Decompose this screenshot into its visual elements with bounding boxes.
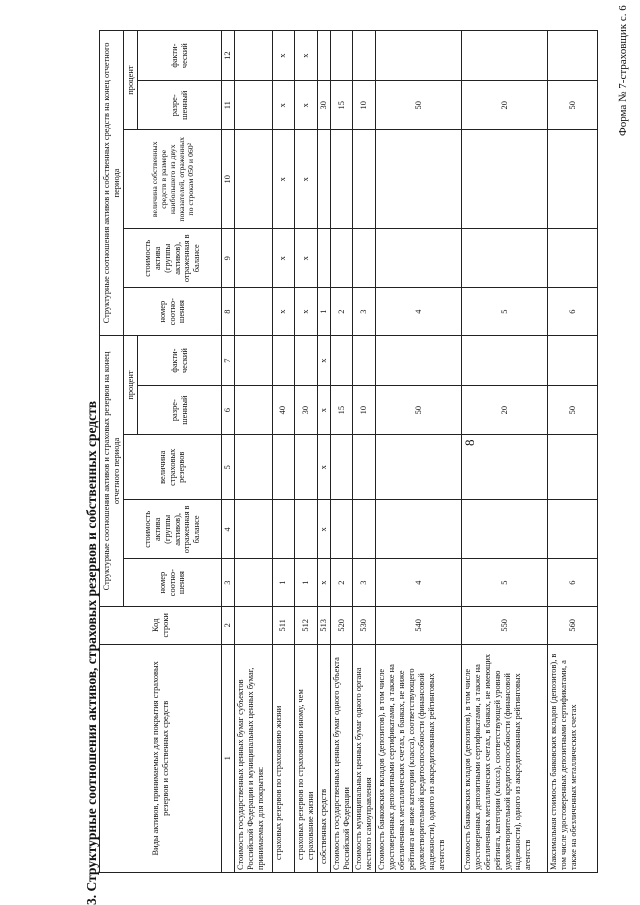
structural-ratios-table xyxy=(99,30,598,873)
index-cell: 9 xyxy=(222,229,235,288)
row-cell-c8: 5 xyxy=(462,288,548,336)
index-cell: 2 xyxy=(222,607,235,645)
header-asset-type: Виды активов, принимаемых для покрытия страховых резервов и собственных средств xyxy=(100,644,222,872)
row-code: 511 xyxy=(272,607,294,645)
row-cell-c3: 3 xyxy=(353,559,376,607)
row-cell-c8: 4 xyxy=(376,288,462,336)
row-cell-c7 xyxy=(462,335,548,385)
header-row-code: Код строки xyxy=(100,607,222,645)
header-ratio-number-own: номер соотно-шения xyxy=(124,288,222,336)
row-asset-name: Стоимость банковских вкладов (депозитов), в том числе удостоверенных депозитными сертификатами, а также на обезличенных металлических счетах, в банках, не имеющих рейтинга, категории (класса), соответствующей уровню удовлетворительной кредитоспособности (финансовой надежности), одного из аккредитованных рейтинговых агентств xyxy=(462,644,548,872)
row-cell-c11: x xyxy=(272,81,294,130)
index-cell: 12 xyxy=(222,31,235,81)
table-row xyxy=(317,31,330,873)
index-cell: 3 xyxy=(222,559,235,607)
row-cell-c6: 50 xyxy=(376,386,462,435)
row-cell-c8: 6 xyxy=(548,288,598,336)
header-actual-own: факти-ческий xyxy=(138,31,222,81)
row-cell-c10 xyxy=(376,130,462,229)
table-row xyxy=(272,31,294,873)
row-cell-c11: 15 xyxy=(330,81,353,130)
index-cell: 4 xyxy=(222,500,235,559)
row-cell-c9 xyxy=(234,229,272,288)
header-own-funds-value: величина собственных средств в размере наибольшего из двух показателей, отраженных по строкам 050 и 060² xyxy=(124,130,222,229)
row-cell-c5 xyxy=(353,435,376,500)
row-cell-c10 xyxy=(330,130,353,229)
row-cell-c4 xyxy=(462,500,548,559)
row-cell-c10: x xyxy=(272,130,294,229)
row-code: 540 xyxy=(376,607,462,645)
row-cell-c4 xyxy=(272,500,294,559)
row-asset-name: страховых резервов по страхованию иному, чем страхование жизни xyxy=(294,644,317,872)
row-cell-c9 xyxy=(462,229,548,288)
row-code: 512 xyxy=(294,607,317,645)
row-cell-c11: 30 xyxy=(317,81,330,130)
row-code xyxy=(234,607,272,645)
row-cell-c11 xyxy=(234,81,272,130)
row-cell-c12 xyxy=(317,31,330,81)
row-code: 520 xyxy=(330,607,353,645)
row-cell-c11: 50 xyxy=(548,81,598,130)
row-cell-c6: 30 xyxy=(294,386,317,435)
row-cell-c8 xyxy=(234,288,272,336)
row-code: 550 xyxy=(462,607,548,645)
table-row xyxy=(330,31,353,873)
index-cell: 6 xyxy=(222,386,235,435)
row-cell-c8: x xyxy=(294,288,317,336)
row-cell-c3: x xyxy=(317,559,330,607)
row-cell-c7 xyxy=(294,335,317,385)
table-row xyxy=(548,31,598,873)
page-number: 8 xyxy=(462,439,477,446)
row-cell-c3: 4 xyxy=(376,559,462,607)
table-body xyxy=(234,31,597,873)
index-cell: 8 xyxy=(222,288,235,336)
row-cell-c7 xyxy=(548,335,598,385)
row-cell-c5 xyxy=(462,435,548,500)
row-cell-c8: 1 xyxy=(317,288,330,336)
index-cell: 1 xyxy=(222,644,235,872)
row-cell-c12 xyxy=(462,31,548,81)
row-cell-c6: 15 xyxy=(330,386,353,435)
section-title: 3. Структурные соотношения активов, страховых резервов и собственных средств xyxy=(84,401,99,905)
row-cell-c7: x xyxy=(317,335,330,385)
row-cell-c9: x xyxy=(272,229,294,288)
table-header xyxy=(100,31,235,873)
header-group-reserves: Структурные соотношения активов и страховых резервов на конец отчетного периода xyxy=(100,335,124,606)
row-asset-name: страховых резервов по страхованию жизни xyxy=(272,644,294,872)
index-cell: 11 xyxy=(222,81,235,130)
row-cell-c3 xyxy=(234,559,272,607)
header-allowed-own: разре-шенный xyxy=(138,81,222,130)
row-cell-c3: 2 xyxy=(330,559,353,607)
row-cell-c10 xyxy=(234,130,272,229)
row-cell-c12 xyxy=(353,31,376,81)
row-cell-c3: 6 xyxy=(548,559,598,607)
header-asset-value: стоимость актива (группы активов), отраженная в балансе xyxy=(124,500,222,559)
row-asset-name: Стоимость государственных ценных бумаг субъектов Российской Федерации и муниципальных ценных бумаг, принимаемых для покрытия: xyxy=(234,644,272,872)
row-cell-c12 xyxy=(234,31,272,81)
row-cell-c7 xyxy=(330,335,353,385)
row-cell-c10 xyxy=(317,130,330,229)
header-percent-own: процент xyxy=(124,31,138,130)
row-code: 560 xyxy=(548,607,598,645)
table-row xyxy=(294,31,317,873)
row-cell-c4 xyxy=(330,500,353,559)
row-cell-c12: x xyxy=(272,31,294,81)
row-cell-c8: 2 xyxy=(330,288,353,336)
index-cell: 5 xyxy=(222,435,235,500)
row-cell-c4 xyxy=(376,500,462,559)
row-cell-c4 xyxy=(234,500,272,559)
row-code: 530 xyxy=(353,607,376,645)
row-cell-c11: x xyxy=(294,81,317,130)
row-cell-c7 xyxy=(353,335,376,385)
row-cell-c6: 50 xyxy=(548,386,598,435)
row-cell-c6 xyxy=(234,386,272,435)
row-cell-c10 xyxy=(548,130,598,229)
row-cell-c6: 10 xyxy=(353,386,376,435)
row-cell-c5: x xyxy=(317,435,330,500)
row-cell-c5 xyxy=(272,435,294,500)
row-cell-c9 xyxy=(376,229,462,288)
row-cell-c3: 1 xyxy=(272,559,294,607)
row-cell-c11: 50 xyxy=(376,81,462,130)
header-ratio-number: номер соотно-шения xyxy=(124,559,222,607)
row-cell-c5 xyxy=(294,435,317,500)
header-percent: процент xyxy=(124,335,138,434)
row-cell-c11: 20 xyxy=(462,81,548,130)
row-asset-name: собственных средств xyxy=(317,644,330,872)
row-cell-c9 xyxy=(317,229,330,288)
row-cell-c6: x xyxy=(317,386,330,435)
row-asset-name: Стоимость банковских вкладов (депозитов), в том числе удостоверенных депозитными сертификатами, а также на обезличенных металлических счетах, в банках, не ниже рейтинга не ниже категории (класса), соответствующего удовлетворительной кредитоспособности (финансовой надежности), одного из аккредитованных рейтинговых агентств xyxy=(376,644,462,872)
row-cell-c5 xyxy=(376,435,462,500)
row-cell-c5 xyxy=(234,435,272,500)
row-cell-c6: 40 xyxy=(272,386,294,435)
row-asset-name: Стоимость муниципальных ценных бумаг одного органа местного самоуправления xyxy=(353,644,376,872)
row-cell-c5 xyxy=(330,435,353,500)
header-asset-value-own: стоимость актива (группы активов), отраженная в балансе xyxy=(124,229,222,288)
row-cell-c3: 5 xyxy=(462,559,548,607)
table-row xyxy=(462,31,548,873)
header-group-own-funds: Структурные соотношения активов и собственных средств на конец отчетного периода xyxy=(100,31,124,336)
row-cell-c7 xyxy=(272,335,294,385)
row-asset-name: Максимальная стоимость банковских вкладов (депозитов), в том числе удостоверенных депозитными сертификатами, а также на обезличенных металлических счетах xyxy=(548,644,598,872)
row-asset-name: Стоимость государственных ценных бумаг одного субъекта Российской Федерации xyxy=(330,644,353,872)
row-cell-c12 xyxy=(548,31,598,81)
row-cell-c9 xyxy=(330,229,353,288)
row-cell-c8: x xyxy=(272,288,294,336)
row-cell-c4 xyxy=(548,500,598,559)
table-row xyxy=(376,31,462,873)
row-cell-c7 xyxy=(234,335,272,385)
row-cell-c5 xyxy=(548,435,598,500)
row-cell-c10: x xyxy=(294,130,317,229)
row-cell-c9 xyxy=(353,229,376,288)
row-cell-c6: 20 xyxy=(462,386,548,435)
header-actual: факти-ческий xyxy=(138,335,222,385)
row-cell-c4: x xyxy=(317,500,330,559)
row-code: 513 xyxy=(317,607,330,645)
index-cell: 7 xyxy=(222,335,235,385)
row-cell-c7 xyxy=(376,335,462,385)
row-cell-c3: 1 xyxy=(294,559,317,607)
header-allowed: разре-шенный xyxy=(138,386,222,435)
row-cell-c8: 3 xyxy=(353,288,376,336)
row-cell-c10 xyxy=(353,130,376,229)
row-cell-c10 xyxy=(462,130,548,229)
row-cell-c9 xyxy=(548,229,598,288)
table-row xyxy=(353,31,376,873)
row-cell-c12: x xyxy=(294,31,317,81)
row-cell-c12 xyxy=(376,31,462,81)
index-cell: 10 xyxy=(222,130,235,229)
row-cell-c9: x xyxy=(294,229,317,288)
table-row xyxy=(234,31,272,873)
row-cell-c4 xyxy=(294,500,317,559)
form-label: Форма № 7-страховщик с. 6 xyxy=(617,5,629,136)
header-reserves-value: величина страховых резервов xyxy=(124,435,222,500)
row-cell-c11: 10 xyxy=(353,81,376,130)
row-cell-c12 xyxy=(330,31,353,81)
row-cell-c4 xyxy=(353,500,376,559)
